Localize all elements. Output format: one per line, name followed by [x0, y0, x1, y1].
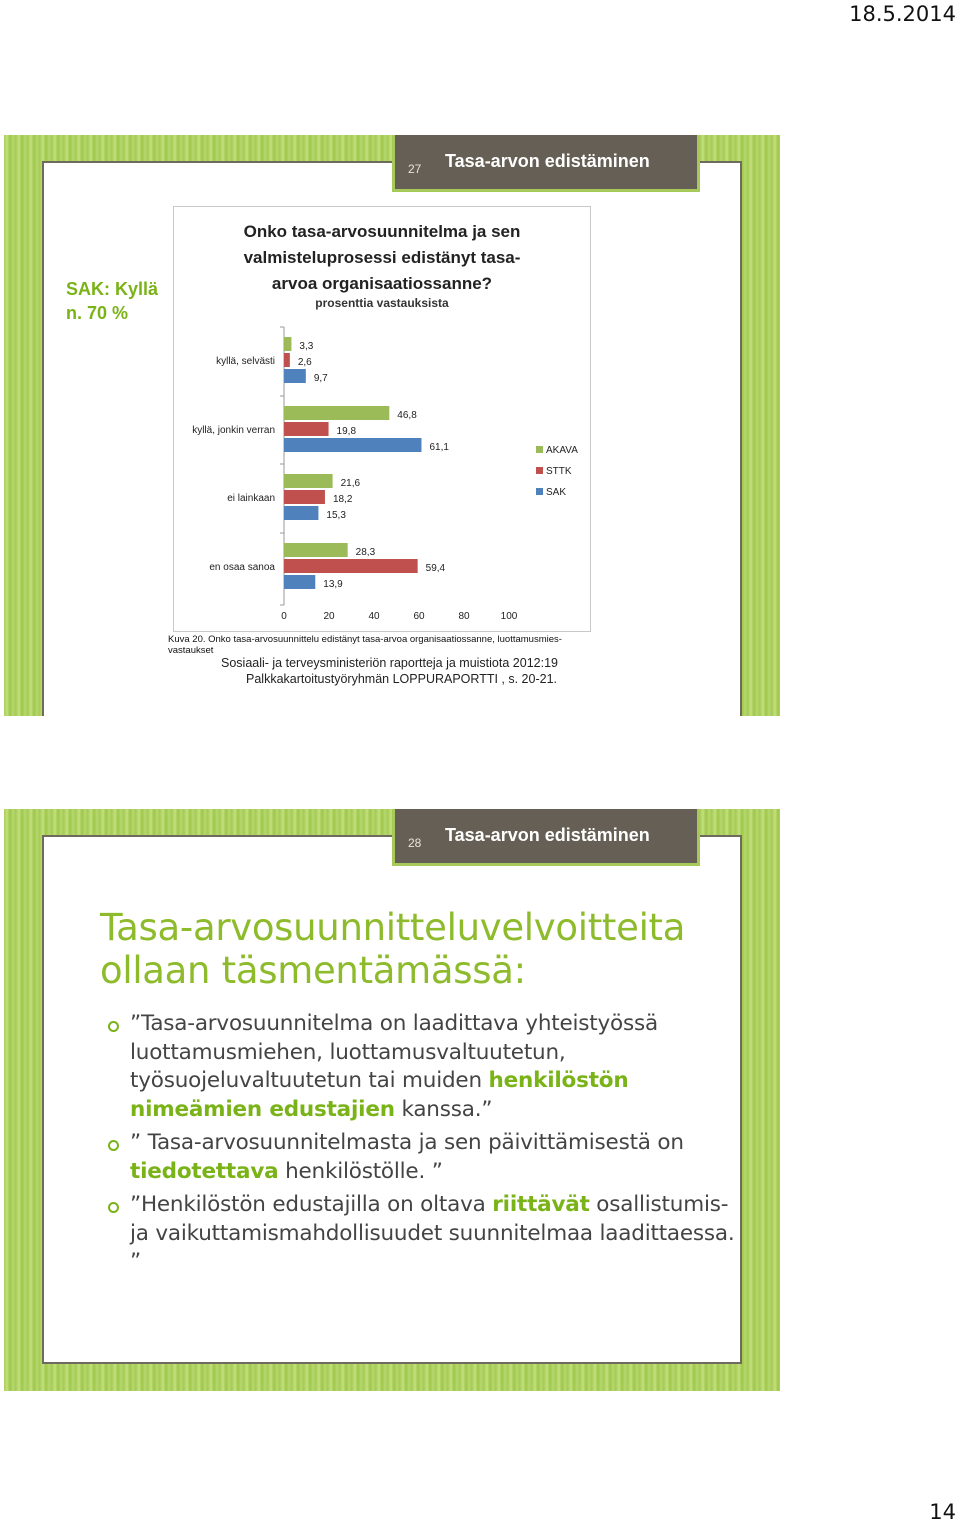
bar-sttk [284, 422, 329, 436]
chart-title-line: Onko tasa-arvosuunnitelma ja sen [243, 222, 521, 241]
bar-sak [284, 575, 315, 589]
figure-caption-line1: Kuva 20. Onko tasa-arvosuunnittelu edistänyt tasa-arvoa organisaatiossanne, luottamusmies- [168, 634, 562, 645]
data-label: 15,3 [326, 510, 346, 521]
chart-title-line: valmisteluprosessi edistänyt tasa- [243, 248, 521, 267]
bar-chart [173, 206, 591, 632]
bullet-item [108, 1191, 738, 1277]
category-label: kyllä, jonkin verran [192, 425, 275, 436]
figure-caption [168, 634, 608, 656]
slide-heading [100, 906, 685, 992]
slide-28 [4, 809, 780, 1391]
chart-title-line: arvoa organisaatiossanne? [271, 274, 493, 293]
sak-note-line2: n. 70 % [66, 303, 129, 323]
data-label: 2,6 [297, 357, 312, 368]
legend-label: STTK [546, 466, 572, 477]
x-tick-label: 40 [368, 611, 380, 622]
data-label: 28,3 [355, 547, 376, 558]
bar-sak [284, 506, 318, 520]
bullet-text: ”Tasa-arvosuunnitelma on laadittava yhteistyössä luottamusmiehen, luottamusvaltuutetun, työsuojeluvaltuutetun tai muiden [130, 1011, 658, 1093]
bullet-highlight: henkilöstön nimeämien edustajien [130, 1068, 629, 1122]
bar-sttk [284, 559, 418, 573]
data-label: 59,4 [425, 563, 446, 574]
bar-akava [284, 406, 389, 420]
bar-chart-svg [174, 207, 590, 631]
slide-27 [4, 135, 780, 716]
legend-label: AKAVA [546, 445, 578, 456]
data-label: 3,3 [299, 341, 314, 352]
slide-heading-line2: ollaan täsmentämässä: [100, 949, 526, 992]
sak-note [66, 277, 158, 325]
slide-number: 28 [408, 836, 422, 850]
slide-title-tab [392, 135, 700, 192]
figure-caption-line2: vastaukset [168, 645, 214, 656]
legend-swatch [536, 488, 543, 495]
data-label: 13,9 [323, 579, 343, 590]
bar-sttk [284, 353, 290, 367]
slide-title-tab [392, 809, 700, 866]
bullet-text: kanssa.” [394, 1096, 493, 1122]
sak-note-line1: SAK: Kyllä [66, 279, 159, 299]
page-number: 14 [929, 1500, 956, 1524]
bar-akava [284, 474, 333, 488]
bullet-text: ” Tasa-arvosuunnitelmasta ja sen päivittämisestä on [130, 1130, 684, 1155]
category-label: en osaa sanoa [209, 562, 275, 573]
data-label: 21,6 [340, 478, 361, 489]
legend-swatch [536, 467, 543, 474]
bullet-text: ”Henkilöstön edustajilla on oltava [130, 1192, 493, 1217]
category-label: kyllä, selvästi [216, 356, 275, 367]
legend-label: SAK [546, 487, 567, 498]
bullet-item [108, 1129, 738, 1186]
bar-akava [284, 543, 348, 557]
data-label: 9,7 [313, 373, 328, 384]
bar-sttk [284, 490, 325, 504]
bullet-ring-icon [108, 1140, 119, 1151]
data-label: 19,8 [336, 426, 357, 437]
category-label: ei lainkaan [227, 493, 275, 504]
slide-title: Tasa-arvon edistäminen [445, 825, 650, 845]
x-tick-label: 20 [323, 611, 335, 622]
slide-title: Tasa-arvon edistäminen [445, 151, 650, 171]
slide-heading-line1: Tasa-arvosuunnitteluvelvoitteita [100, 906, 686, 949]
bullet-item [108, 1010, 738, 1124]
bar-sak [284, 369, 306, 383]
x-tick-label: 60 [413, 611, 425, 622]
bullet-ring-icon [108, 1202, 119, 1213]
slide-number: 27 [408, 162, 422, 176]
bullet-highlight: tiedotettava [130, 1158, 279, 1184]
x-tick-label: 80 [458, 611, 470, 622]
bar-akava [284, 337, 291, 351]
data-label: 18,2 [332, 494, 353, 505]
bullet-text: osallistumis- ja vaikuttamismahdollisuudet suunnitelmaa laadittaessa. ” [130, 1192, 735, 1274]
bar-sak [284, 438, 421, 452]
data-label: 61,1 [429, 442, 449, 453]
legend-swatch [536, 446, 543, 453]
bullet-list [108, 1010, 738, 1282]
bullet-ring-icon [108, 1021, 119, 1032]
x-tick-label: 0 [281, 611, 287, 622]
data-label: 46,8 [397, 410, 417, 421]
chart-subtitle: prosenttia vastauksista [315, 296, 449, 310]
bullet-highlight: riittävät [492, 1192, 590, 1217]
document-date: 18.5.2014 [849, 2, 956, 26]
source-line1: Sosiaali- ja terveysministeriön raportteja ja muistiota 2012:19 [221, 656, 558, 670]
x-tick-label: 100 [500, 611, 518, 622]
source-line2: Palkkakartoitustyöryhmän LOPPURAPORTTI , s. 20-21. [246, 672, 557, 686]
bullet-text: henkilöstölle. ” [278, 1158, 443, 1184]
